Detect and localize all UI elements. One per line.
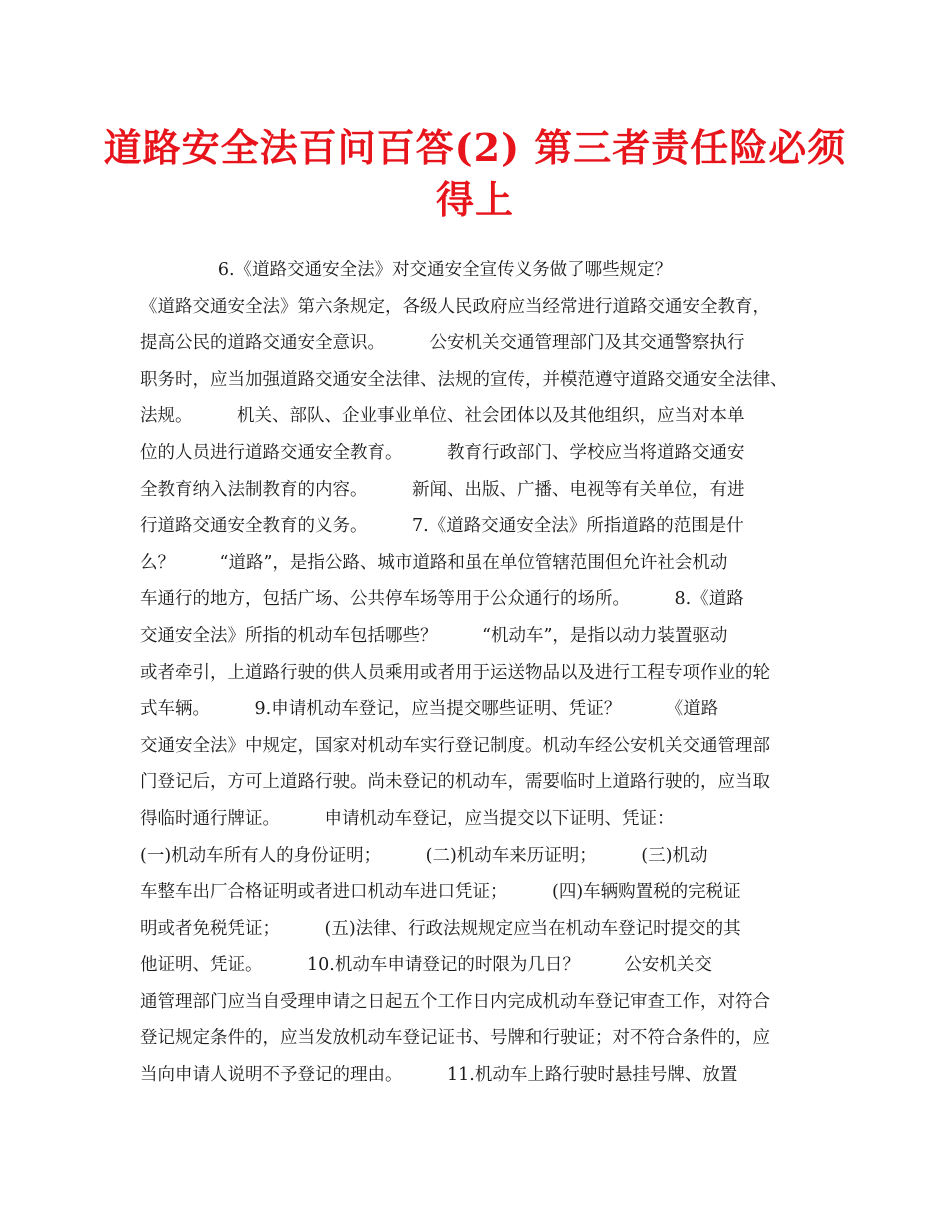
body-line: 交通安全法》所指的机动车包括哪些？ “机动车”，是指以动力装置驱动: [140, 625, 728, 646]
body-line: 《道路交通安全法》第六条规定，各级人民政府应当经常进行道路交通安全教育，: [140, 296, 770, 317]
body-line: 门登记后，方可上道路行驶。尚未登记的机动车，需要临时上道路行驶的，应当取: [140, 772, 770, 793]
title-line-1: 道路安全法百问百答(2) 第三者责任险必须: [103, 125, 847, 170]
document-title: [100, 122, 850, 226]
body-line: (一)机动车所有人的身份证明； (二)机动车来历证明； (三)机动: [140, 845, 708, 866]
body-line: 得临时通行牌证。 申请机动车登记，应当提交以下证明、凭证：: [140, 808, 675, 829]
body-line: 当向申请人说明不予登记的理由。 11.机动车上路行驶时悬挂号牌、放置: [140, 1065, 738, 1086]
body-line: 车整车出厂合格证明或者进口机动车进口凭证； (四)车辆购置税的完税证: [140, 882, 741, 903]
body-line: 车通行的地方，包括广场、公共停车场等用于公众通行的场所。 8.《道路: [140, 589, 744, 610]
body-line: 法规。 机关、部队、企业事业单位、社会团体以及其他组织，应当对本单: [140, 406, 745, 427]
body-line: 提高公民的道路交通安全意识。 公安机关交通管理部门及其交通警察执行: [140, 333, 745, 354]
document-body: [140, 252, 820, 1094]
body-line: 交通安全法》中规定，国家对机动车实行登记制度。机动车经公安机关交通管理部: [140, 735, 770, 756]
body-line: 位的人员进行道路交通安全教育。 教育行政部门、学校应当将道路交通安: [140, 442, 745, 463]
body-line: 或者牵引，上道路行驶的供人员乘用或者用于运送物品以及进行工程专项作业的轮: [140, 662, 770, 683]
body-line: 职务时，应当加强道路交通安全法律、法规的宣传，并模范遵守道路交通安全法律、: [140, 369, 788, 390]
body-line: 明或者免税凭证； (五)法律、行政法规规定应当在机动车登记时提交的其: [140, 918, 741, 939]
body-line: 式车辆。 9.申请机动车登记，应当提交哪些证明、凭证？ 《道路: [140, 699, 719, 720]
body-line: 行道路交通安全教育的义务。 7.《道路交通安全法》所指道路的范围是什: [140, 516, 744, 537]
body-line: 全教育纳入法制教育的内容。 新闻、出版、广播、电视等有关单位，有进: [140, 479, 745, 500]
body-line: 么？ “道路”，是指公路、城市道路和虽在单位管辖范围但允许社会机动: [140, 552, 728, 573]
body-line: 通管理部门应当自受理申请之日起五个工作日内完成机动车登记审查工作，对符合: [140, 991, 770, 1012]
body-line: 登记规定条件的，应当发放机动车登记证书、号牌和行驶证；对不符合条件的，应: [140, 1028, 770, 1049]
body-line: 6.《道路交通安全法》对交通安全宣传义务做了哪些规定？: [140, 260, 673, 280]
body-line: 他证明、凭证。 10.机动车申请登记的时限为几日？ 公安机关交: [140, 955, 712, 976]
title-line-2: 得上: [435, 177, 514, 222]
